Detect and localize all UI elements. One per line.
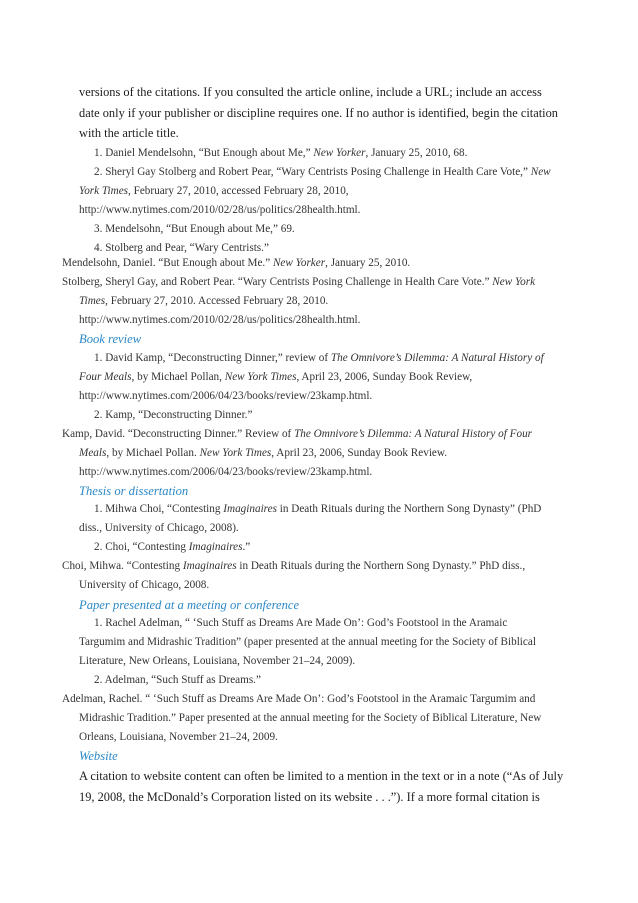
bib-entry-cont: University of Chicago, 2008. bbox=[79, 579, 210, 591]
bib-title: Meals bbox=[79, 447, 107, 459]
bib-text: Kamp, David. “Deconstructing Dinner.” Review of bbox=[62, 428, 295, 440]
note-1 bbox=[62, 349, 544, 368]
bib-entry bbox=[62, 557, 525, 576]
paper-bibliography bbox=[62, 690, 541, 747]
intro-paragraph bbox=[62, 82, 576, 144]
note-text: 2. Sheryl Gay Stolberg and Robert Pear, “Wary Centrists Posing Challenge in Health Care Vote,” bbox=[94, 166, 531, 178]
newspaper-notes bbox=[62, 144, 551, 258]
bib-title: New York bbox=[492, 276, 536, 288]
bib-entry: Adelman, Rachel. “ ‘Such Stuff as Dreams Are Made On’: God’s Footstool in the Aramaic Targumim and bbox=[62, 693, 536, 705]
bib-text: Mendelsohn, Daniel. “But Enough about Me.” bbox=[62, 257, 273, 269]
note-title: New bbox=[530, 166, 551, 178]
note-2 bbox=[62, 163, 551, 182]
bib-title: Imaginaires bbox=[182, 560, 237, 572]
note-2-cont bbox=[62, 182, 551, 201]
thesis-bibliography bbox=[62, 557, 525, 595]
note-1-url: http://www.nytimes.com/2006/04/23/books/review/23kamp.html. bbox=[79, 390, 373, 402]
bib-entry bbox=[62, 425, 532, 444]
note-2: 2. Adelman, “Such Stuff as Dreams.” bbox=[94, 674, 261, 686]
note-text: , by Michael Pollan, bbox=[131, 371, 225, 383]
bib-entry-2-url: http://www.nytimes.com/2010/02/28/us/politics/28health.html. bbox=[79, 314, 361, 326]
note-text: 1. Daniel Mendelsohn, “But Enough about Me,” bbox=[94, 147, 314, 159]
book-review-bibliography bbox=[62, 425, 532, 482]
bib-text: , April 23, 2006, Sunday Book Review. bbox=[271, 447, 448, 459]
note-2 bbox=[62, 538, 541, 557]
heading-website: Website bbox=[79, 749, 118, 763]
note-1 bbox=[62, 500, 541, 519]
note-title: New York Times bbox=[224, 371, 297, 383]
bib-title: Times bbox=[79, 295, 106, 307]
bib-text: , February 27, 2010. Accessed February 28, 2010. bbox=[105, 295, 329, 307]
thesis-notes bbox=[62, 500, 541, 557]
newspaper-bibliography bbox=[62, 254, 535, 330]
website-line: 19, 2008, the McDonald’s Corporation listed on its website . . .”). If a more formal citation is bbox=[79, 789, 540, 804]
intro-line: with the article title. bbox=[79, 126, 179, 140]
note-2-url: http://www.nytimes.com/2010/02/28/us/politics/28health.html. bbox=[79, 204, 361, 216]
note-4: 4. Stolberg and Pear, “Wary Centrists.” bbox=[94, 242, 269, 254]
bib-text: Stolberg, Sheryl Gay, and Robert Pear. “Wary Centrists Posing Challenge in Health Care Vote.” bbox=[62, 276, 493, 288]
note-text: 1. David Kamp, “Deconstructing Dinner,” review of bbox=[94, 352, 331, 364]
bib-entry-cont: Midrashic Tradition.” Paper presented at the annual meeting for the Society of Biblical Literature, New bbox=[79, 712, 542, 724]
note-3: 3. Mendelsohn, “But Enough about Me,” 69. bbox=[94, 223, 295, 235]
note-title: York Times bbox=[79, 185, 129, 197]
note-1: 1. Rachel Adelman, “ ‘Such Stuff as Dreams Are Made On’: God’s Footstool in the Aramaic bbox=[94, 617, 508, 629]
bib-entry-2-cont bbox=[62, 292, 535, 311]
bib-title: New Yorker bbox=[272, 257, 326, 269]
note-text: , January 25, 2010, 68. bbox=[365, 147, 468, 159]
bib-text: in Death Rituals during the Northern Song Dynasty.” PhD diss., bbox=[236, 560, 526, 572]
note-2: 2. Kamp, “Deconstructing Dinner.” bbox=[94, 409, 253, 421]
bib-entry-1 bbox=[62, 254, 535, 273]
website-paragraph bbox=[62, 766, 563, 807]
note-title: New Yorker bbox=[313, 147, 366, 159]
bib-entry-cont bbox=[62, 444, 532, 463]
note-title: Imaginaires bbox=[223, 503, 277, 515]
note-text: .” bbox=[242, 541, 251, 553]
heading-book-review: Book review bbox=[79, 332, 142, 346]
note-text: in Death Rituals during the Northern Song Dynasty” (PhD bbox=[276, 503, 542, 515]
paper-notes bbox=[62, 614, 536, 690]
bib-text: , January 25, 2010. bbox=[325, 257, 411, 269]
intro-line: date only if your publisher or discipline requires one. If no author is identified, begin the citation bbox=[79, 105, 558, 120]
note-text: 1. Mihwa Choi, “Contesting bbox=[94, 503, 224, 515]
bib-title: The Omnivore’s Dilemma: A Natural History of Four bbox=[294, 428, 533, 440]
note-text: , February 27, 2010, accessed February 28, 2010, bbox=[128, 185, 349, 197]
heading-thesis: Thesis or dissertation bbox=[79, 484, 189, 498]
book-review-notes bbox=[62, 349, 544, 425]
note-title: The Omnivore’s Dilemma: A Natural History of bbox=[330, 352, 544, 364]
bib-text: , by Michael Pollan. bbox=[106, 447, 200, 459]
note-1-cont: diss., University of Chicago, 2008). bbox=[79, 522, 239, 534]
bib-entry-cont: Orleans, Louisiana, November 21–24, 2009. bbox=[79, 731, 278, 743]
bib-title: New York Times bbox=[199, 447, 272, 459]
intro-line: versions of the citations. If you consulted the article online, include a URL; include an access bbox=[79, 85, 542, 99]
note-text: , April 23, 2006, Sunday Book Review, bbox=[296, 371, 473, 383]
bib-text: Choi, Mihwa. “Contesting bbox=[62, 560, 183, 572]
heading-paper: Paper presented at a meeting or conference bbox=[79, 598, 300, 612]
note-title: Imaginaires bbox=[188, 541, 243, 553]
note-text: 2. Choi, “Contesting bbox=[94, 541, 189, 553]
note-1 bbox=[62, 144, 551, 163]
note-1-cont bbox=[62, 368, 544, 387]
note-title: Four Meals bbox=[79, 371, 132, 383]
note-1-cont: Targumim and Midrashic Tradition” (paper presented at the annual meeting for the Society of Biblical bbox=[79, 636, 536, 648]
bib-entry-2 bbox=[62, 273, 535, 292]
note-1-cont: Literature, New Orleans, Louisiana, November 21–24, 2009). bbox=[79, 655, 356, 667]
bib-entry-url: http://www.nytimes.com/2006/04/23/books/review/23kamp.html. bbox=[79, 466, 373, 478]
website-line: A citation to website content can often be limited to a mention in the text or in a note (“As of July bbox=[79, 769, 564, 783]
